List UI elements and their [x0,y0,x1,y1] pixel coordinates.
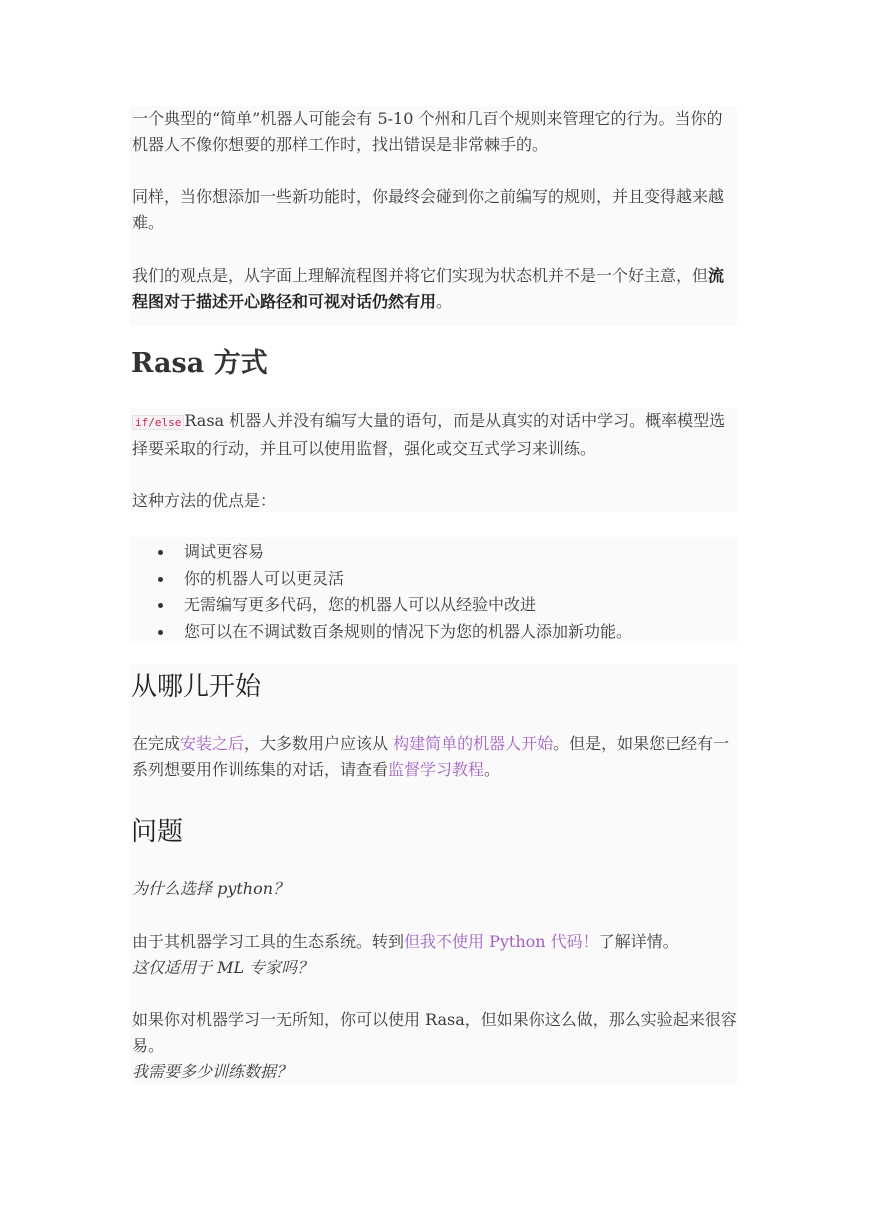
advantages-block [130,537,737,643]
start-text-2: ，大多数用户应该从 [244,734,394,753]
answer-text: 由于其机器学习工具的生态系统。转到 [132,932,405,951]
heading-rasa-way: Rasa 方式 [131,348,268,379]
list-item: 您可以在不调试数百条规则的情况下为您的机器人添加新功能。 [130,619,737,646]
link-no-python[interactable]: 但我不使用 Python 代码！ [404,932,599,951]
faq-question-ml-experts [132,955,737,981]
list-item: 你的机器人可以更灵活 [130,566,737,593]
rasa-learning-text: Rasa 机器人并没有编写大量的语句，而是从真实的对话中学习。概率模型选择要采取的行动，并且可以使用监督，强化或交互式学习来训练。 [132,411,726,458]
advantages-list [130,537,737,645]
code-if-else: if/else [132,415,184,430]
faq-answer-ml-experts: 如果你对机器学习一无所知，你可以使用 Rasa，但如果你这么做，那么实验起来很容易。 [132,1010,737,1055]
paragraph-rasa-learning [132,408,737,462]
paragraph-getting-started [132,731,737,783]
paragraph-new-features: 同样，当你想添加一些新功能时，你最终会碰到你之前编写的规则，并且变得越来越难。 [132,187,725,232]
list-item: 调试更容易 [130,539,737,566]
question-text: 为什么选择 python？ [132,879,290,898]
heading-questions: 问题 [131,817,184,847]
flowcharts-text: 我们的观点是，从字面上理解流程图并将它们实现为状态机并不是一个好主意，但 [132,266,709,285]
question-text: 这仅适用于 ML 专家吗？ [132,958,314,977]
question-text: 我需要多少训练数据？ [132,1062,293,1081]
rasa-block [130,408,737,512]
heading-where-to-start: 从哪儿开始 [131,672,262,702]
faq-question-why-python [132,876,737,902]
start-text-1: 在完成 [132,734,181,753]
faq-question-training-data [132,1059,737,1085]
answer-text-end: 了解详情。 [598,932,679,951]
paragraph-flowcharts [132,263,737,315]
paragraph-states: 一个典型的“简单”机器人可能会有 5-10 个州和几百个规则来管理它的行为。当你的机器人不像你想要的那样工作时，找出错误是非常棘手的。 [132,109,723,154]
start-text-3: 。但是，如果您已经有一系列想要用作训练集的对话，请查看 [132,734,730,779]
list-item: 无需编写更多代码，您的机器人可以从经验中改进 [130,592,737,619]
start-faq-block [130,664,737,1084]
paragraph-advantages-intro: 这种方法的优点是： [132,491,277,510]
intro-block [130,106,737,326]
link-installation[interactable]: 安装之后 [180,734,245,753]
faq-answer-why-python [132,929,737,955]
flowcharts-emphasis: 流程图对于描述开心路径和可视对话仍然有用 [132,266,725,311]
link-build-simple-bot[interactable]: 构建简单的机器人开始 [393,734,554,753]
start-text-4: 。 [484,760,501,779]
link-supervised-tutorial[interactable]: 监督学习教程 [388,760,485,779]
flowcharts-text-end: 。 [436,292,453,311]
